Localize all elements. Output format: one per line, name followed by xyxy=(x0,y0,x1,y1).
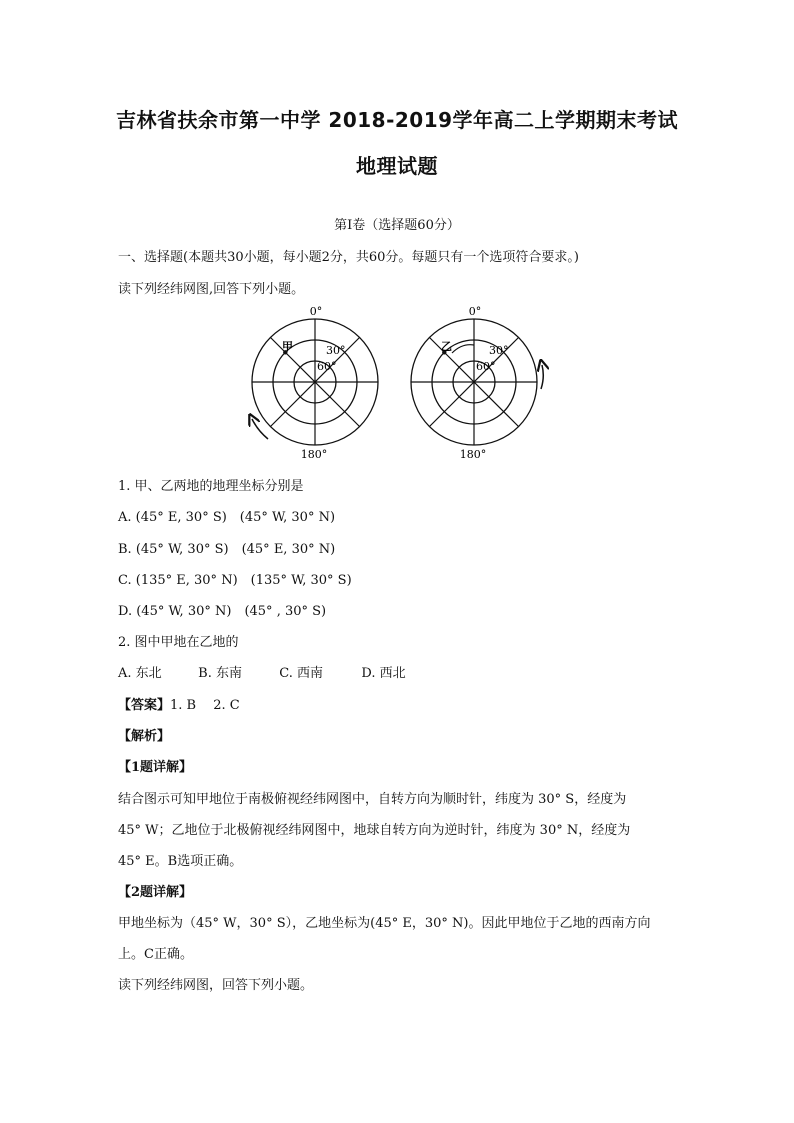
yi-direction-arrow xyxy=(452,345,474,353)
graticule-figure xyxy=(0,305,794,460)
question-1-option-d: D. (45° W, 30° N) (45° , 30° S) xyxy=(118,604,327,619)
analysis-q2-line1: 甲地坐标为（45° W，30° S），乙地坐标为(45° E，30° N)。因此甲地位于乙地的西南方向 xyxy=(118,916,651,931)
counterclockwise-rotation-arrow xyxy=(541,365,543,389)
analysis-q1-label: 【1题详解】 xyxy=(118,760,193,775)
doc-title-line1: 吉林省扶余市第一中学 2018-2019学年高二上学期期末考试 xyxy=(115,108,679,132)
latitude-60-label: 60° xyxy=(317,360,337,373)
question-2-option-a: A. 东北 xyxy=(118,666,162,681)
top-longitude-label: 0° xyxy=(468,305,482,318)
analysis-q1-line1: 结合图示可知甲地位于南极俯视经纬网图中，自转方向为顺时针，纬度为 30° S，经度为 xyxy=(118,792,627,807)
question-1-option-a: A. (45° E, 30° S) (45° W, 30° N) xyxy=(118,510,336,525)
bottom-longitude-label: 180° xyxy=(300,448,328,460)
analysis-q1-line3: 45° E。B选项正确。 xyxy=(118,854,243,869)
point-yi-label: 乙 xyxy=(441,340,452,353)
answer-text: 1. B 2. C xyxy=(170,698,240,713)
latitude-30-label: 30° xyxy=(326,344,346,357)
latitude-30-label: 30° xyxy=(489,344,509,357)
doc-title-line2: 地理试题 xyxy=(356,154,438,178)
question-2-option-d: D. 西北 xyxy=(361,666,406,681)
question-1-stem: 1. 甲、乙两地的地理坐标分别是 xyxy=(118,479,304,494)
question-1-option-b: B. (45° W, 30° S) (45° E, 30° N) xyxy=(118,542,336,557)
question-2-option-c: C. 西南 xyxy=(279,666,324,681)
analysis-label: 【解析】 xyxy=(118,729,171,744)
figure-intro: 读下列经纬网图,回答下列小题。 xyxy=(118,282,305,297)
answer-row xyxy=(118,697,240,715)
question-2-stem: 2. 图中甲地在乙地的 xyxy=(118,635,239,650)
south-pole-graticule xyxy=(252,305,378,460)
north-pole-graticule xyxy=(411,305,543,460)
point-jia-label: 甲 xyxy=(282,340,293,353)
section-header: 第Ⅰ卷（选择题60分） xyxy=(334,218,460,233)
question-2-option-b: B. 东南 xyxy=(198,666,242,681)
analysis-q2-line2: 上。C正确。 xyxy=(118,947,193,962)
latitude-60-label: 60° xyxy=(476,360,496,373)
top-longitude-label: 0° xyxy=(309,305,323,318)
analysis-q2-label: 【2题详解】 xyxy=(118,885,193,900)
answer-label: 【答案】 xyxy=(118,698,171,713)
question-2-options xyxy=(118,665,406,683)
next-figure-intro: 读下列经纬网图，回答下列小题。 xyxy=(118,978,314,993)
question-1-option-c: C. (135° E, 30° N) (135° W, 30° S) xyxy=(118,573,352,588)
bottom-longitude-label: 180° xyxy=(459,448,487,460)
part-one-instructions: 一、选择题(本题共30小题，每小题2分，共60分。每题只有一个选项符合要求。) xyxy=(118,250,579,265)
analysis-q1-line2: 45° W；乙地位于北极俯视经纬网图中，地球自转方向为逆时针，纬度为 30° N，经度为 xyxy=(118,823,631,838)
